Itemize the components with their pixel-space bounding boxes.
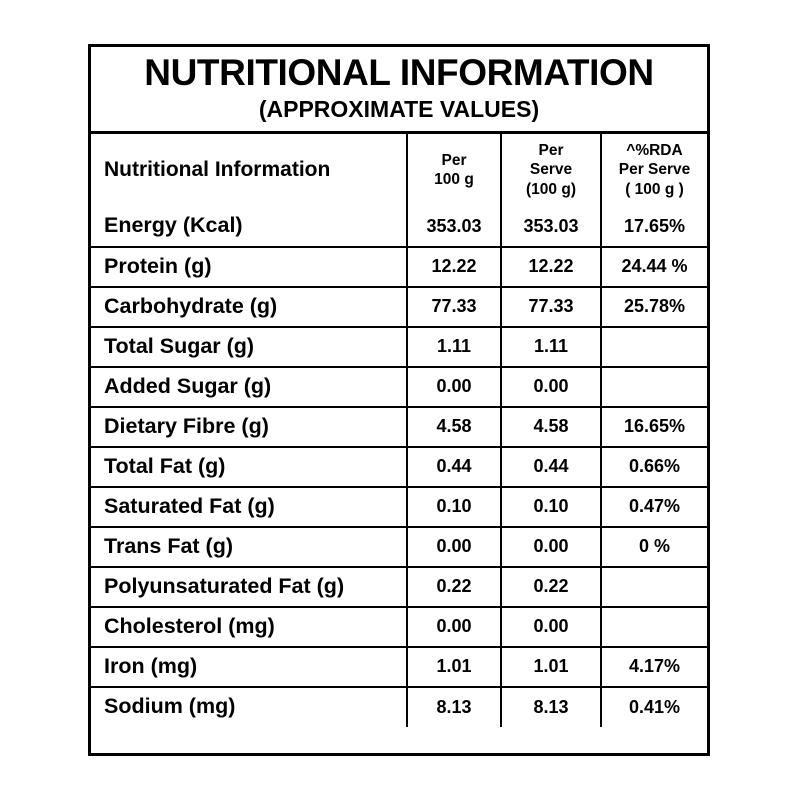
value-rda: 0.66% <box>601 447 707 487</box>
value-per-serve: 1.01 <box>501 647 601 687</box>
value-rda <box>601 567 707 607</box>
table-row <box>91 687 707 727</box>
column-header-rda-line3: ( 100 g ) <box>625 180 684 198</box>
column-header-nutrient: Nutritional Information <box>91 134 407 207</box>
value-rda: 4.17% <box>601 647 707 687</box>
value-per-serve: 0.44 <box>501 447 601 487</box>
nutrient-name: Total Fat (g) <box>91 447 407 487</box>
value-rda <box>601 327 707 367</box>
value-per-100g: 1.11 <box>407 327 501 367</box>
nutrient-name: Carbohydrate (g) <box>91 287 407 327</box>
value-rda: 16.65% <box>601 407 707 447</box>
column-header-per-serve-line2: Serve <box>529 161 573 179</box>
table-row <box>91 447 707 487</box>
nutrient-name: Trans Fat (g) <box>91 527 407 567</box>
value-per-100g: 0.22 <box>407 567 501 607</box>
value-rda <box>601 607 707 647</box>
table-row <box>91 247 707 287</box>
column-header-per-serve <box>501 134 601 207</box>
value-per-100g: 8.13 <box>407 687 501 727</box>
value-per-100g: 0.10 <box>407 487 501 527</box>
nutrition-label-panel <box>88 44 710 756</box>
column-header-per-100g-line1: Per <box>441 151 467 169</box>
value-per-100g: 1.01 <box>407 647 501 687</box>
value-per-serve: 0.00 <box>501 527 601 567</box>
table-header-row <box>91 134 707 207</box>
value-per-100g: 4.58 <box>407 407 501 447</box>
value-rda: 0.41% <box>601 687 707 727</box>
table-row <box>91 407 707 447</box>
value-per-serve: 0.22 <box>501 567 601 607</box>
value-rda: 0.47% <box>601 487 707 527</box>
value-per-serve: 353.03 <box>501 207 601 247</box>
nutrient-name: Sodium (mg) <box>91 687 407 727</box>
value-per-serve: 12.22 <box>501 247 601 287</box>
table-row <box>91 367 707 407</box>
value-per-100g: 0.44 <box>407 447 501 487</box>
table-row <box>91 327 707 367</box>
page-subtitle: (APPROXIMATE VALUES) <box>258 95 540 122</box>
column-header-rda-line1: ^%RDA <box>626 141 683 159</box>
nutrient-name: Saturated Fat (g) <box>91 487 407 527</box>
table-body <box>91 207 707 727</box>
page-title: NUTRITIONAL INFORMATION <box>144 52 654 93</box>
column-header-per-serve-line1: Per <box>538 141 564 159</box>
value-per-serve: 1.11 <box>501 327 601 367</box>
nutrient-name: Total Sugar (g) <box>91 327 407 367</box>
column-header-per-100g <box>407 134 501 207</box>
nutrient-name: Iron (mg) <box>91 647 407 687</box>
table-row <box>91 647 707 687</box>
table-row <box>91 287 707 327</box>
table-row <box>91 567 707 607</box>
value-per-100g: 0.00 <box>407 527 501 567</box>
nutrient-name: Dietary Fibre (g) <box>91 407 407 447</box>
nutrient-name: Protein (g) <box>91 247 407 287</box>
nutrient-name: Polyunsaturated Fat (g) <box>91 567 407 607</box>
value-per-serve: 0.00 <box>501 607 601 647</box>
table-row <box>91 487 707 527</box>
label-header <box>91 47 707 134</box>
table-row <box>91 207 707 247</box>
value-per-serve: 0.10 <box>501 487 601 527</box>
value-per-100g: 12.22 <box>407 247 501 287</box>
value-per-serve: 8.13 <box>501 687 601 727</box>
value-per-serve: 0.00 <box>501 367 601 407</box>
column-header-rda <box>601 134 707 207</box>
column-header-rda-line2: Per Serve <box>618 161 691 179</box>
value-rda: 17.65% <box>601 207 707 247</box>
value-per-serve: 4.58 <box>501 407 601 447</box>
value-per-100g: 353.03 <box>407 207 501 247</box>
value-per-100g: 0.00 <box>407 367 501 407</box>
value-rda <box>601 367 707 407</box>
nutrition-table <box>91 134 707 727</box>
column-header-per-serve-line3: (100 g) <box>526 180 576 198</box>
value-per-100g: 0.00 <box>407 607 501 647</box>
table-row <box>91 607 707 647</box>
nutrient-name: Energy (Kcal) <box>91 207 407 247</box>
table-header <box>91 134 707 207</box>
value-per-serve: 77.33 <box>501 287 601 327</box>
column-header-per-100g-line2: 100 g <box>434 171 474 189</box>
nutrient-name: Added Sugar (g) <box>91 367 407 407</box>
value-per-100g: 77.33 <box>407 287 501 327</box>
value-rda: 24.44 % <box>601 247 707 287</box>
table-row <box>91 527 707 567</box>
value-rda: 25.78% <box>601 287 707 327</box>
nutrient-name: Cholesterol (mg) <box>91 607 407 647</box>
value-rda: 0 % <box>601 527 707 567</box>
